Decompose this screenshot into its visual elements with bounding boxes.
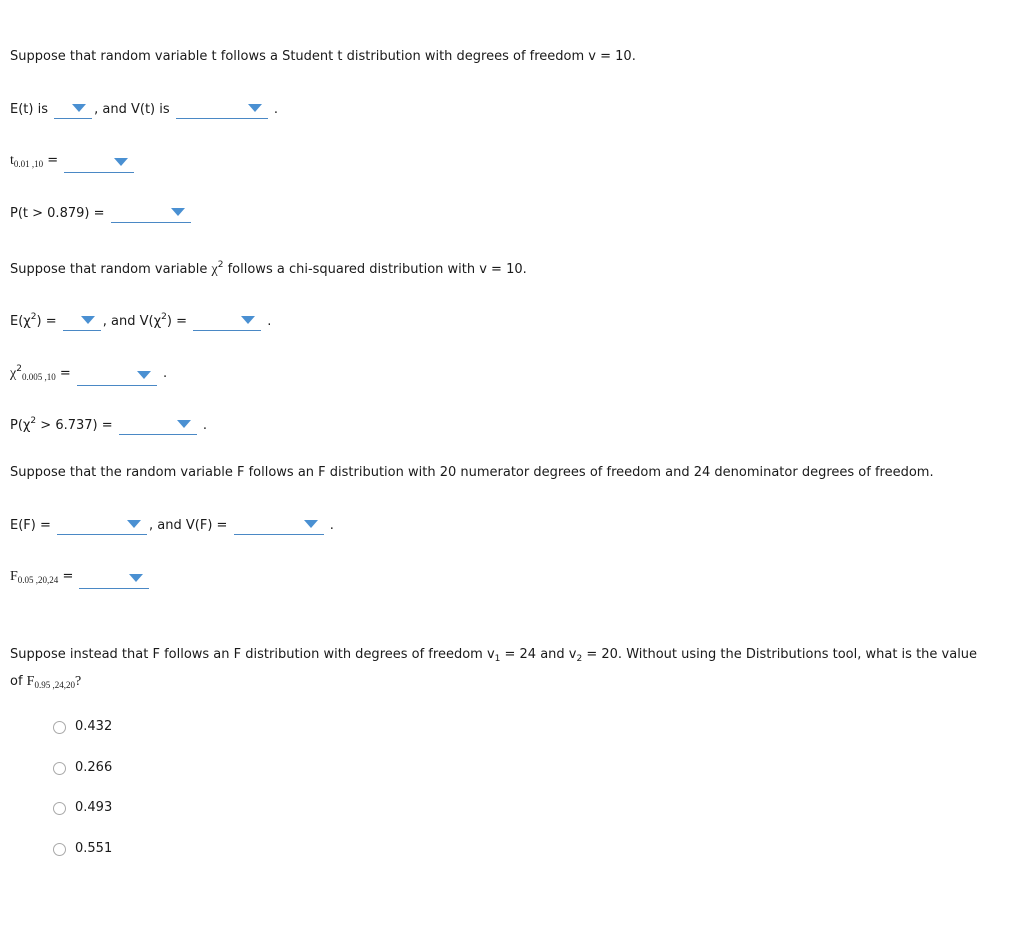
chi-quantile-row	[10, 360, 167, 386]
chevron-down-icon	[81, 316, 95, 324]
radio-button[interactable]	[53, 721, 66, 734]
e-chi-dropdown[interactable]	[63, 312, 101, 331]
q-sub-2: 2	[576, 654, 583, 664]
vt-label: , and V(t) is	[94, 102, 170, 117]
chi-prob-label: $P(\chi^2 > 6.737)$ =	[10, 416, 113, 433]
equals-sign: =	[59, 366, 71, 381]
q-text-c: = 20. Without using the Distributions tool, what is the value	[582, 647, 978, 662]
period: .	[267, 314, 272, 329]
t-subscript: 0.01 ,10	[13, 159, 44, 169]
f-symbol: F	[10, 569, 18, 584]
chevron-down-icon	[72, 104, 86, 112]
period: .	[202, 418, 208, 433]
ef-label: E(F) =	[10, 518, 51, 533]
q-sub-1: 1	[494, 654, 501, 664]
equals-sign: =	[47, 153, 59, 168]
option-label: 0.551	[75, 841, 113, 856]
t-intro: Suppose that random variable t follows a Student t distribution with degrees of freedom v = 10.	[10, 49, 636, 64]
et-label: E(t) is	[10, 102, 48, 117]
chi-symbol: χ	[211, 262, 218, 277]
f-intro: Suppose that the random variable F follows an F distribution with 20 numerator degrees of freedom and 24 denominator degrees of freedom.	[10, 465, 934, 480]
chi-prob-row	[10, 412, 207, 435]
chi-square-sup: 2	[217, 260, 224, 270]
e-chi-label: $E(\chi^2)$ =	[10, 312, 57, 329]
chevron-down-icon	[177, 420, 191, 428]
equals-sign: =	[62, 569, 74, 584]
t-quantile-row	[10, 152, 136, 173]
chi-quantile-dropdown[interactable]	[77, 367, 157, 386]
v-chi-label: , and $V(\chi^2)$ =	[102, 312, 187, 329]
chevron-down-icon	[127, 520, 141, 528]
radio-button[interactable]	[53, 762, 66, 775]
chevron-down-icon	[129, 574, 143, 582]
t-prob-label: P(t > 0.879) =	[10, 206, 105, 221]
f-subscript: 0.05 ,20,24	[17, 575, 59, 585]
chi-moments-row	[10, 308, 271, 331]
t-prob-row	[10, 204, 193, 223]
chi-intro-text-end: follows a chi-squared distribution with v = 10.	[223, 262, 527, 277]
mc-question-line1	[10, 646, 977, 668]
chevron-down-icon	[114, 158, 128, 166]
option-label: 0.266	[75, 760, 113, 775]
ef-dropdown[interactable]	[57, 516, 147, 535]
chi-intro	[10, 256, 527, 279]
chevron-down-icon	[241, 316, 255, 324]
option-label: 0.432	[75, 719, 113, 734]
t-prob-dropdown[interactable]	[111, 204, 191, 223]
q-f-subscript: 0.95 ,24,20	[34, 680, 75, 690]
chi-prob-dropdown[interactable]	[119, 416, 197, 435]
q-qmark: ?	[74, 674, 82, 689]
chevron-down-icon	[304, 520, 318, 528]
chi-intro-text: Suppose that random variable	[10, 262, 212, 277]
period: .	[329, 518, 334, 533]
vf-label: , and V(F) =	[149, 518, 228, 533]
option-row-2[interactable]	[53, 759, 112, 777]
radio-button[interactable]	[53, 843, 66, 856]
radio-button[interactable]	[53, 802, 66, 815]
q-text-of: of	[10, 674, 27, 689]
q-f-symbol: F	[26, 674, 35, 689]
option-row-1[interactable]	[53, 718, 112, 736]
t-quantile-dropdown[interactable]	[64, 154, 134, 173]
chi-subscript: 0.005 ,10	[21, 372, 56, 382]
chevron-down-icon	[171, 208, 185, 216]
option-label: 0.493	[75, 800, 113, 815]
v-chi-dropdown[interactable]	[193, 312, 261, 331]
et-dropdown[interactable]	[54, 100, 92, 119]
f-quantile-dropdown[interactable]	[79, 570, 149, 589]
chi-square-sup: 2	[16, 364, 22, 374]
f-quantile-row	[10, 568, 151, 589]
option-row-3[interactable]	[53, 799, 112, 817]
option-row-4[interactable]	[53, 840, 112, 858]
vf-dropdown[interactable]	[234, 516, 324, 535]
et-row	[10, 100, 278, 119]
f-moments-row	[10, 516, 334, 535]
chevron-down-icon	[248, 104, 262, 112]
vt-dropdown[interactable]	[176, 100, 268, 119]
mc-question-line2	[10, 673, 81, 694]
q-text-b: = 24 and v	[500, 647, 577, 662]
period: .	[273, 102, 279, 117]
period: .	[163, 366, 168, 381]
chevron-down-icon	[137, 371, 151, 379]
q-text-a: Suppose instead that F follows an F distribution with degrees of freedom v	[10, 647, 495, 662]
chi-symbol: χ	[10, 366, 17, 381]
t-symbol: t	[10, 153, 14, 168]
